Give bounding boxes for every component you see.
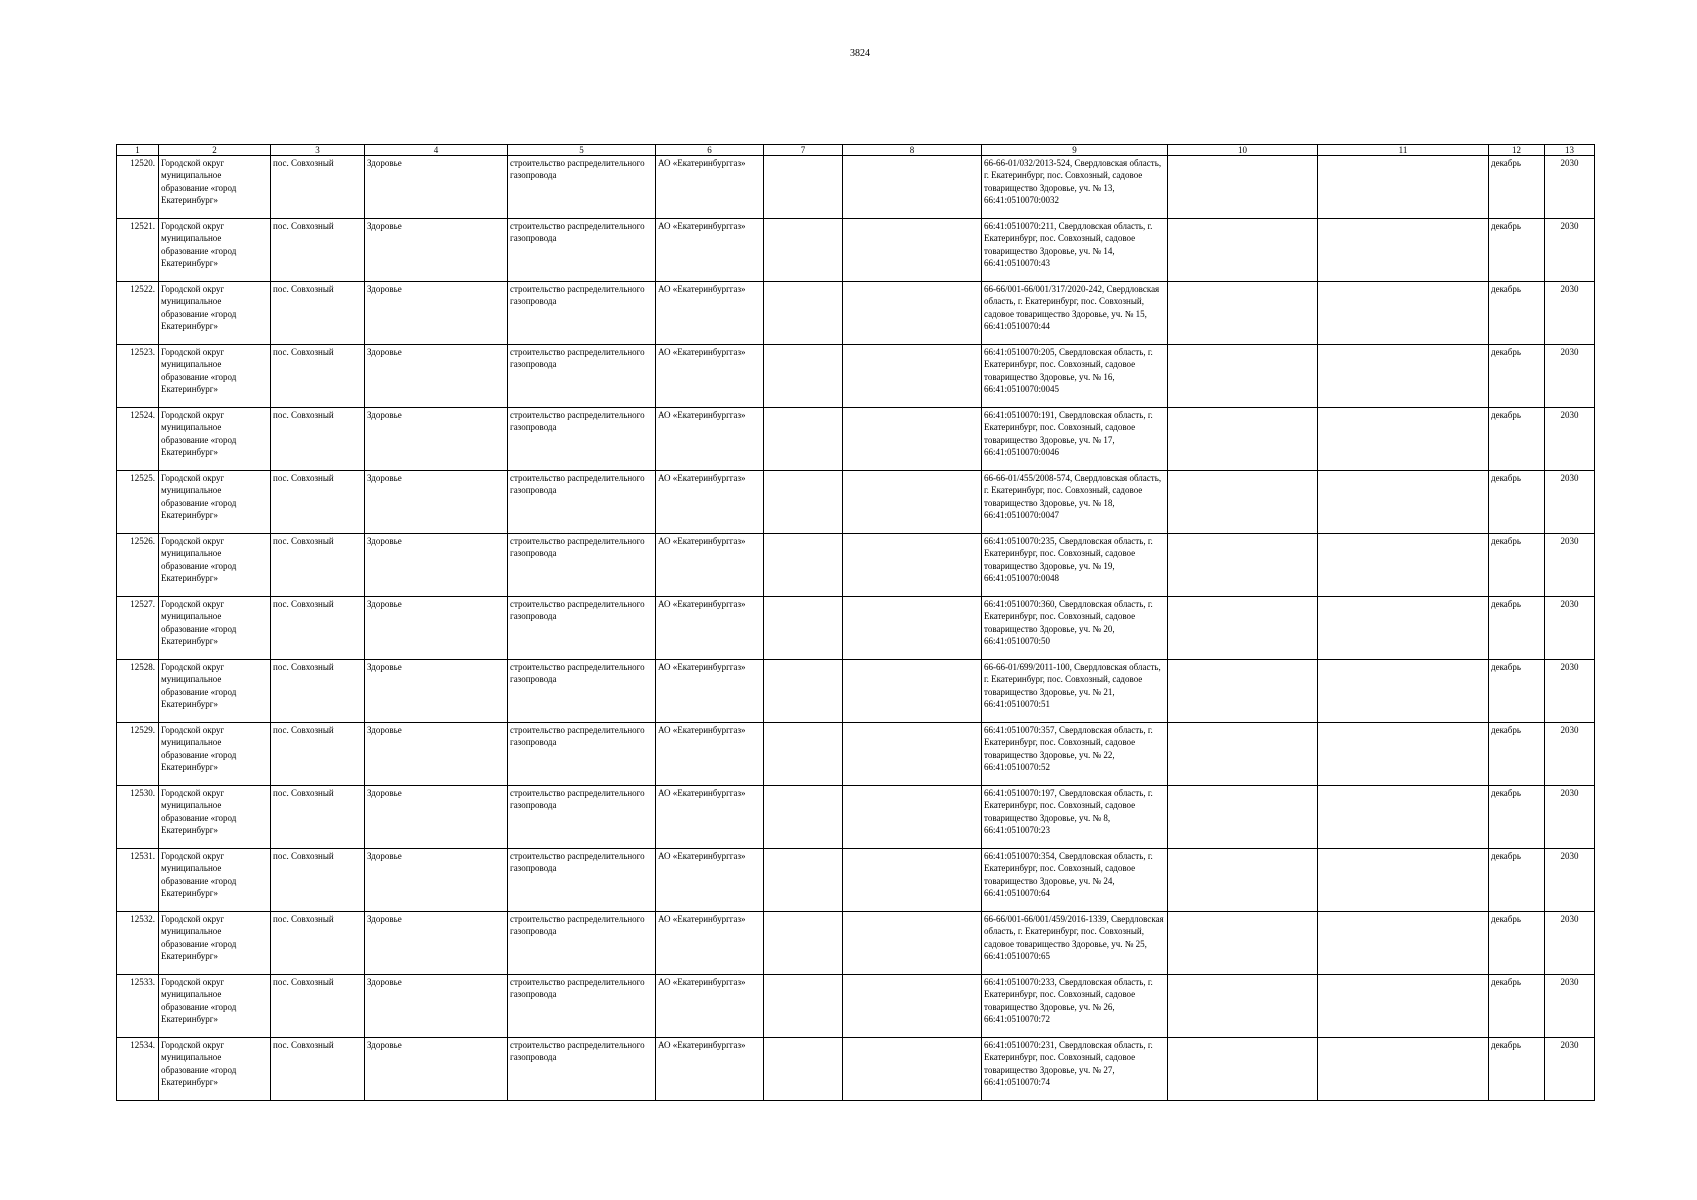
year-cell: 2030: [1545, 849, 1595, 912]
column-header: 3: [271, 145, 365, 156]
purpose-cell: строительство распределительного газопровода: [508, 1038, 656, 1101]
column-8-cell: [843, 408, 982, 471]
column-10-cell: [1168, 786, 1318, 849]
column-11-cell: [1318, 975, 1489, 1038]
table-row: [117, 156, 1595, 219]
organization-cell: АО «Екатеринбурггаз»: [656, 282, 764, 345]
row-number: 12534.: [117, 1038, 159, 1101]
purpose-cell: строительство распределительного газопровода: [508, 786, 656, 849]
organization-cell: АО «Екатеринбурггаз»: [656, 786, 764, 849]
column-8-cell: [843, 786, 982, 849]
column-8-cell: [843, 849, 982, 912]
column-7-cell: [764, 471, 843, 534]
territory-cell: Здоровье: [365, 345, 508, 408]
column-11-cell: [1318, 156, 1489, 219]
municipality-cell: Городской округ муниципальное образование «город Екатеринбург»: [159, 786, 271, 849]
purpose-cell: строительство распределительного газопровода: [508, 282, 656, 345]
column-header: 7: [764, 145, 843, 156]
column-10-cell: [1168, 282, 1318, 345]
organization-cell: АО «Екатеринбурггаз»: [656, 1038, 764, 1101]
column-8-cell: [843, 975, 982, 1038]
territory-cell: Здоровье: [365, 912, 508, 975]
territory-cell: Здоровье: [365, 660, 508, 723]
row-number: 12522.: [117, 282, 159, 345]
column-8-cell: [843, 912, 982, 975]
cadastral-cell: 66:41:0510070:205, Свердловская область, г. Екатеринбург, пос. Совхозный, садовое товарищество Здоровье, уч. № 16, 66:41:0510070:0045: [982, 345, 1168, 408]
organization-cell: АО «Екатеринбурггаз»: [656, 975, 764, 1038]
table-row: [117, 471, 1595, 534]
purpose-cell: строительство распределительного газопровода: [508, 534, 656, 597]
column-7-cell: [764, 156, 843, 219]
column-header: 11: [1318, 145, 1489, 156]
settlement-cell: пос. Совхозный: [271, 660, 365, 723]
column-11-cell: [1318, 534, 1489, 597]
column-11-cell: [1318, 597, 1489, 660]
organization-cell: АО «Екатеринбурггаз»: [656, 912, 764, 975]
table-row: [117, 849, 1595, 912]
column-7-cell: [764, 849, 843, 912]
purpose-cell: строительство распределительного газопровода: [508, 723, 656, 786]
municipality-cell: Городской округ муниципальное образование «город Екатеринбург»: [159, 345, 271, 408]
column-10-cell: [1168, 849, 1318, 912]
column-10-cell: [1168, 1038, 1318, 1101]
column-8-cell: [843, 156, 982, 219]
column-11-cell: [1318, 1038, 1489, 1101]
year-cell: 2030: [1545, 786, 1595, 849]
registry-table: [116, 144, 1595, 1101]
table-row: [117, 660, 1595, 723]
registry-body: [117, 156, 1595, 1101]
table-row: [117, 723, 1595, 786]
settlement-cell: пос. Совхозный: [271, 282, 365, 345]
year-cell: 2030: [1545, 975, 1595, 1038]
purpose-cell: строительство распределительного газопровода: [508, 156, 656, 219]
year-cell: 2030: [1545, 912, 1595, 975]
year-cell: 2030: [1545, 471, 1595, 534]
column-7-cell: [764, 660, 843, 723]
purpose-cell: строительство распределительного газопровода: [508, 975, 656, 1038]
municipality-cell: Городской округ муниципальное образование «город Екатеринбург»: [159, 219, 271, 282]
month-cell: декабрь: [1489, 1038, 1545, 1101]
month-cell: декабрь: [1489, 786, 1545, 849]
column-7-cell: [764, 345, 843, 408]
year-cell: 2030: [1545, 660, 1595, 723]
settlement-cell: пос. Совхозный: [271, 219, 365, 282]
month-cell: декабрь: [1489, 849, 1545, 912]
row-number: 12533.: [117, 975, 159, 1038]
cadastral-cell: 66:41:0510070:360, Свердловская область, г. Екатеринбург, пос. Совхозный, садовое товарищество Здоровье, уч. № 20, 66:41:0510070:50: [982, 597, 1168, 660]
territory-cell: Здоровье: [365, 534, 508, 597]
row-number: 12525.: [117, 471, 159, 534]
settlement-cell: пос. Совхозный: [271, 849, 365, 912]
territory-cell: Здоровье: [365, 282, 508, 345]
purpose-cell: строительство распределительного газопровода: [508, 471, 656, 534]
row-number: 12523.: [117, 345, 159, 408]
column-11-cell: [1318, 282, 1489, 345]
year-cell: 2030: [1545, 1038, 1595, 1101]
month-cell: декабрь: [1489, 912, 1545, 975]
settlement-cell: пос. Совхозный: [271, 345, 365, 408]
purpose-cell: строительство распределительного газопровода: [508, 219, 656, 282]
column-11-cell: [1318, 345, 1489, 408]
row-number: 12531.: [117, 849, 159, 912]
year-cell: 2030: [1545, 408, 1595, 471]
row-number: 12527.: [117, 597, 159, 660]
month-cell: декабрь: [1489, 282, 1545, 345]
organization-cell: АО «Екатеринбурггаз»: [656, 660, 764, 723]
purpose-cell: строительство распределительного газопровода: [508, 345, 656, 408]
cadastral-cell: 66-66-01/455/2008-574, Свердловская область, г. Екатеринбург, пос. Совхозный, садовое товарищество Здоровье, уч. № 18, 66:41:0510070:0047: [982, 471, 1168, 534]
column-7-cell: [764, 975, 843, 1038]
column-10-cell: [1168, 408, 1318, 471]
column-10-cell: [1168, 723, 1318, 786]
column-10-cell: [1168, 534, 1318, 597]
column-header: 8: [843, 145, 982, 156]
settlement-cell: пос. Совхозный: [271, 1038, 365, 1101]
row-number: 12530.: [117, 786, 159, 849]
table-row: [117, 408, 1595, 471]
column-7-cell: [764, 1038, 843, 1101]
column-8-cell: [843, 1038, 982, 1101]
year-cell: 2030: [1545, 723, 1595, 786]
column-10-cell: [1168, 219, 1318, 282]
column-10-cell: [1168, 156, 1318, 219]
cadastral-cell: 66-66/001-66/001/317/2020-242, Свердловская область, г. Екатеринбург, пос. Совхозный, садовое товарищество Здоровье, уч. № 15, 66:41:0510070:44: [982, 282, 1168, 345]
table-row: [117, 1038, 1595, 1101]
municipality-cell: Городской округ муниципальное образование «город Екатеринбург»: [159, 912, 271, 975]
settlement-cell: пос. Совхозный: [271, 723, 365, 786]
column-8-cell: [843, 597, 982, 660]
column-header: 1: [117, 145, 159, 156]
column-10-cell: [1168, 597, 1318, 660]
purpose-cell: строительство распределительного газопровода: [508, 912, 656, 975]
row-number: 12521.: [117, 219, 159, 282]
column-7-cell: [764, 219, 843, 282]
organization-cell: АО «Екатеринбурггаз»: [656, 156, 764, 219]
settlement-cell: пос. Совхозный: [271, 471, 365, 534]
settlement-cell: пос. Совхозный: [271, 156, 365, 219]
month-cell: декабрь: [1489, 597, 1545, 660]
table-row: [117, 597, 1595, 660]
table-row: [117, 534, 1595, 597]
organization-cell: АО «Екатеринбурггаз»: [656, 849, 764, 912]
row-number: 12524.: [117, 408, 159, 471]
column-11-cell: [1318, 849, 1489, 912]
year-cell: 2030: [1545, 282, 1595, 345]
organization-cell: АО «Екатеринбурггаз»: [656, 723, 764, 786]
column-11-cell: [1318, 408, 1489, 471]
month-cell: декабрь: [1489, 471, 1545, 534]
column-7-cell: [764, 282, 843, 345]
table-row: [117, 912, 1595, 975]
column-7-cell: [764, 786, 843, 849]
month-cell: декабрь: [1489, 723, 1545, 786]
month-cell: декабрь: [1489, 156, 1545, 219]
table-row: [117, 786, 1595, 849]
settlement-cell: пос. Совхозный: [271, 534, 365, 597]
organization-cell: АО «Екатеринбурггаз»: [656, 534, 764, 597]
territory-cell: Здоровье: [365, 471, 508, 534]
column-8-cell: [843, 534, 982, 597]
column-11-cell: [1318, 723, 1489, 786]
column-8-cell: [843, 345, 982, 408]
settlement-cell: пос. Совхозный: [271, 912, 365, 975]
settlement-cell: пос. Совхозный: [271, 597, 365, 660]
cadastral-cell: 66-66-01/699/2011-100, Свердловская область, г. Екатеринбург, пос. Совхозный, садовое товарищество Здоровье, уч. № 21, 66:41:0510070:51: [982, 660, 1168, 723]
column-header: 2: [159, 145, 271, 156]
cadastral-cell: 66:41:0510070:357, Свердловская область, г. Екатеринбург, пос. Совхозный, садовое товарищество Здоровье, уч. № 22, 66:41:0510070:52: [982, 723, 1168, 786]
row-number: 12529.: [117, 723, 159, 786]
territory-cell: Здоровье: [365, 219, 508, 282]
cadastral-cell: 66-66/001-66/001/459/2016-1339, Свердловская область, г. Екатеринбург, пос. Совхозный, садовое товарищество Здоровье, уч. № 25, 66:41:0510070:65: [982, 912, 1168, 975]
municipality-cell: Городской округ муниципальное образование «город Екатеринбург»: [159, 534, 271, 597]
cadastral-cell: 66:41:0510070:231, Свердловская область, г. Екатеринбург, пос. Совхозный, садовое товарищество Здоровье, уч. № 27, 66:41:0510070:74: [982, 1038, 1168, 1101]
column-7-cell: [764, 723, 843, 786]
settlement-cell: пос. Совхозный: [271, 786, 365, 849]
column-7-cell: [764, 534, 843, 597]
column-8-cell: [843, 660, 982, 723]
cadastral-cell: 66-66-01/032/2013-524, Свердловская область, г. Екатеринбург, пос. Совхозный, садовое товарищество Здоровье, уч. № 13, 66:41:0510070:0032: [982, 156, 1168, 219]
organization-cell: АО «Екатеринбурггаз»: [656, 219, 764, 282]
cadastral-cell: 66:41:0510070:235, Свердловская область, г. Екатеринбург, пос. Совхозный, садовое товарищество Здоровье, уч. № 19, 66:41:0510070:0048: [982, 534, 1168, 597]
territory-cell: Здоровье: [365, 597, 508, 660]
table-row: [117, 345, 1595, 408]
purpose-cell: строительство распределительного газопровода: [508, 408, 656, 471]
cadastral-cell: 66:41:0510070:191, Свердловская область, г. Екатеринбург, пос. Совхозный, садовое товарищество Здоровье, уч. № 17, 66:41:0510070:0046: [982, 408, 1168, 471]
year-cell: 2030: [1545, 345, 1595, 408]
column-number-row: [117, 145, 1595, 156]
column-11-cell: [1318, 219, 1489, 282]
column-header: 4: [365, 145, 508, 156]
column-header: 10: [1168, 145, 1318, 156]
purpose-cell: строительство распределительного газопровода: [508, 597, 656, 660]
column-10-cell: [1168, 975, 1318, 1038]
municipality-cell: Городской округ муниципальное образование «город Екатеринбург»: [159, 975, 271, 1038]
table-row: [117, 975, 1595, 1038]
settlement-cell: пос. Совхозный: [271, 975, 365, 1038]
organization-cell: АО «Екатеринбурггаз»: [656, 345, 764, 408]
year-cell: 2030: [1545, 156, 1595, 219]
cadastral-cell: 66:41:0510070:197, Свердловская область, г. Екатеринбург, пос. Совхозный, садовое товарищество Здоровье, уч. № 8, 66:41:0510070:23: [982, 786, 1168, 849]
cadastral-cell: 66:41:0510070:233, Свердловская область, г. Екатеринбург, пос. Совхозный, садовое товарищество Здоровье, уч. № 26, 66:41:0510070:72: [982, 975, 1168, 1038]
row-number: 12528.: [117, 660, 159, 723]
month-cell: декабрь: [1489, 975, 1545, 1038]
column-8-cell: [843, 471, 982, 534]
territory-cell: Здоровье: [365, 849, 508, 912]
page-number: 3824: [850, 48, 870, 59]
column-header: 5: [508, 145, 656, 156]
month-cell: декабрь: [1489, 345, 1545, 408]
column-8-cell: [843, 282, 982, 345]
column-header: 13: [1545, 145, 1595, 156]
column-10-cell: [1168, 471, 1318, 534]
municipality-cell: Городской округ муниципальное образование «город Екатеринбург»: [159, 597, 271, 660]
column-7-cell: [764, 597, 843, 660]
territory-cell: Здоровье: [365, 1038, 508, 1101]
column-11-cell: [1318, 660, 1489, 723]
municipality-cell: Городской округ муниципальное образование «город Екатеринбург»: [159, 156, 271, 219]
column-10-cell: [1168, 912, 1318, 975]
row-number: 12532.: [117, 912, 159, 975]
territory-cell: Здоровье: [365, 786, 508, 849]
column-10-cell: [1168, 345, 1318, 408]
column-header: 9: [982, 145, 1168, 156]
row-number: 12526.: [117, 534, 159, 597]
column-header: 12: [1489, 145, 1545, 156]
municipality-cell: Городской округ муниципальное образование «город Екатеринбург»: [159, 849, 271, 912]
cadastral-cell: 66:41:0510070:211, Свердловская область, г. Екатеринбург, пос. Совхозный, садовое товарищество Здоровье, уч. № 14, 66:41:0510070:43: [982, 219, 1168, 282]
year-cell: 2030: [1545, 597, 1595, 660]
organization-cell: АО «Екатеринбурггаз»: [656, 471, 764, 534]
territory-cell: Здоровье: [365, 156, 508, 219]
column-11-cell: [1318, 786, 1489, 849]
territory-cell: Здоровье: [365, 975, 508, 1038]
column-8-cell: [843, 219, 982, 282]
month-cell: декабрь: [1489, 660, 1545, 723]
column-10-cell: [1168, 660, 1318, 723]
table-row: [117, 282, 1595, 345]
column-11-cell: [1318, 471, 1489, 534]
purpose-cell: строительство распределительного газопровода: [508, 849, 656, 912]
settlement-cell: пос. Совхозный: [271, 408, 365, 471]
municipality-cell: Городской округ муниципальное образование «город Екатеринбург»: [159, 471, 271, 534]
municipality-cell: Городской округ муниципальное образование «город Екатеринбург»: [159, 408, 271, 471]
municipality-cell: Городской округ муниципальное образование «город Екатеринбург»: [159, 1038, 271, 1101]
municipality-cell: Городской округ муниципальное образование «город Екатеринбург»: [159, 282, 271, 345]
column-7-cell: [764, 408, 843, 471]
table-row: [117, 219, 1595, 282]
year-cell: 2030: [1545, 219, 1595, 282]
column-8-cell: [843, 723, 982, 786]
municipality-cell: Городской округ муниципальное образование «город Екатеринбург»: [159, 723, 271, 786]
organization-cell: АО «Екатеринбурггаз»: [656, 597, 764, 660]
municipality-cell: Городской округ муниципальное образование «город Екатеринбург»: [159, 660, 271, 723]
column-11-cell: [1318, 912, 1489, 975]
month-cell: декабрь: [1489, 534, 1545, 597]
territory-cell: Здоровье: [365, 723, 508, 786]
territory-cell: Здоровье: [365, 408, 508, 471]
cadastral-cell: 66:41:0510070:354, Свердловская область, г. Екатеринбург, пос. Совхозный, садовое товарищество Здоровье, уч. № 24, 66:41:0510070:64: [982, 849, 1168, 912]
row-number: 12520.: [117, 156, 159, 219]
organization-cell: АО «Екатеринбурггаз»: [656, 408, 764, 471]
column-header: 6: [656, 145, 764, 156]
column-7-cell: [764, 912, 843, 975]
purpose-cell: строительство распределительного газопровода: [508, 660, 656, 723]
month-cell: декабрь: [1489, 408, 1545, 471]
month-cell: декабрь: [1489, 219, 1545, 282]
year-cell: 2030: [1545, 534, 1595, 597]
